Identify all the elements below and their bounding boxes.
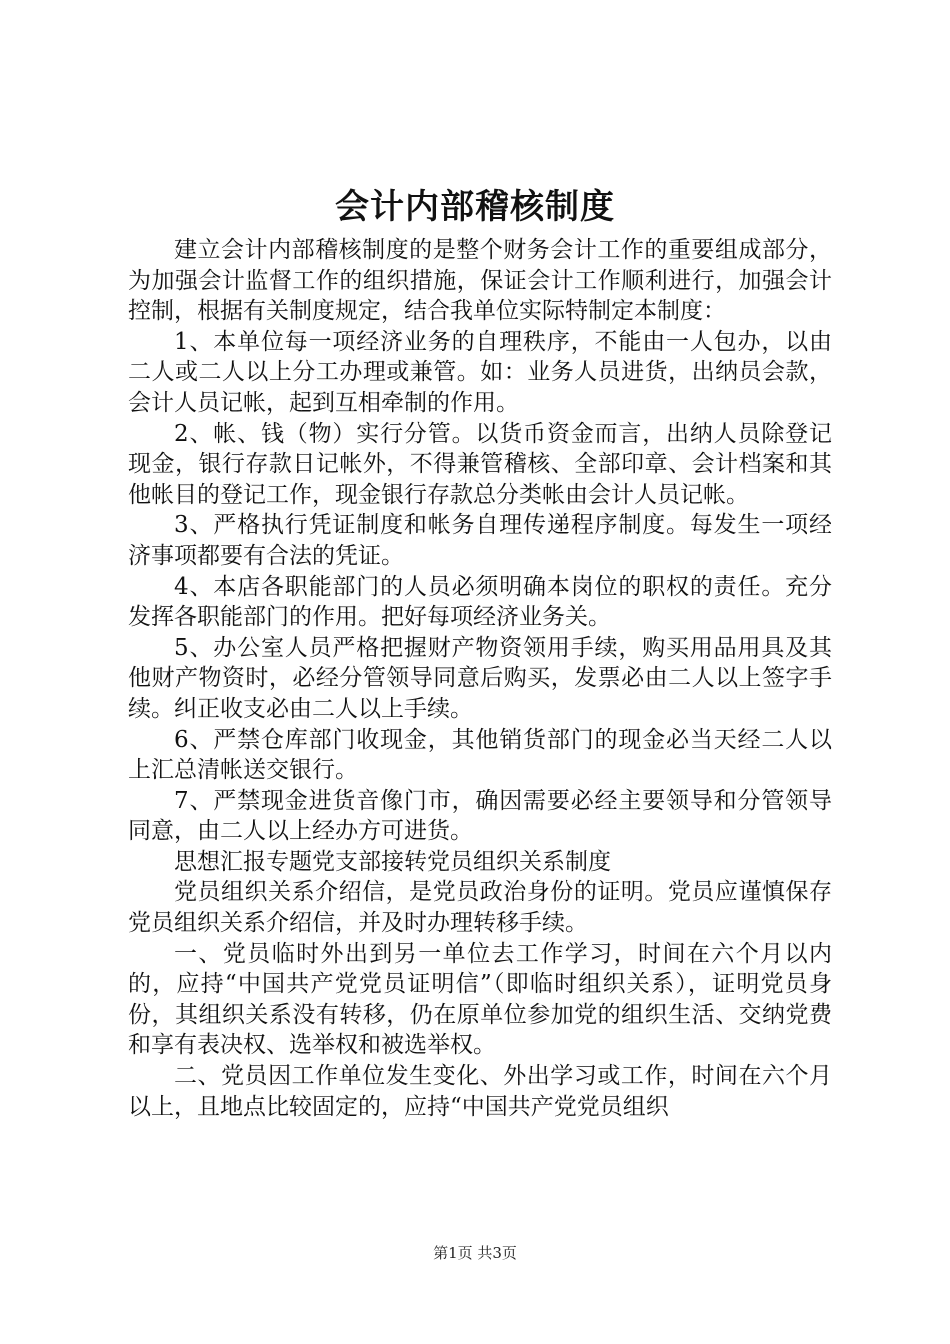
paragraph-section-intro: 党员组织关系介绍信，是党员政治身份的证明。党员应谨慎保存党员组织关系介绍信，并及时办理转移手续。: [128, 879, 832, 937]
paragraph-section-item-2: 二、党员因工作单位发生变化、外出学习或工作，时间在六个月以上，且地点比较固定的，应持“中国共产党党员组织: [128, 1063, 832, 1120]
paragraph-item-6: 6、严禁仓库部门收现金，其他销货部门的现金必当天经二人以上汇总清帐送交银行。: [128, 726, 832, 784]
paragraph-section-item-1: 一、党员临时外出到另一单位去工作学习，时间在六个月以内的，应持“中国共产党党员证明信”（即临时组织关系），证明党员身份，其组织关系没有转移，仍在原单位参加党的组织生活、交纳党费和享有表决权、选举权和被选举权。: [128, 940, 832, 1059]
document-title: 会计内部稽核制度: [335, 187, 615, 227]
paragraph-item-2: 2、帐、钱（物）实行分管。以货币资金而言，出纳人员除登记现金，银行存款日记帐外，不得兼管稽核、全部印章、会计档案和其他帐目的登记工作，现金银行存款总分类帐由会计人员记帐。: [128, 420, 832, 508]
paragraph-item-7: 7、严禁现金进货音像门市，确因需要必经主要领导和分管领导同意，由二人以上经办方可进货。: [128, 787, 832, 845]
paragraph-intro: 建立会计内部稽核制度的是整个财务会计工作的重要组成部分，为加强会计监督工作的组织措施，保证会计工作顺利进行，加强会计控制，根据有关制度规定，结合我单位实际特制定本制度：: [128, 237, 832, 325]
document-body: [128, 235, 832, 1122]
paragraph-item-5: 5、办公室人员严格把握财产物资领用手续，购买用品用具及其他财产物资时，必经分管领导同意后购买，发票必由二人以上签字手续。纠正收支必由二人以上手续。: [128, 634, 832, 722]
paragraph-item-4: 4、本店各职能部门的人员必须明确本岗位的职权的责任。充分发挥各职能部门的作用。把好每项经济业务关。: [128, 573, 832, 631]
paragraph-item-1: 1、本单位每一项经济业务的自理秩序，不能由一人包办，以由二人或二人以上分工办理或兼管。如：业务人员进货，出纳员会款，会计人员记帐，起到互相牵制的作用。: [128, 328, 832, 416]
section-heading: 思想汇报专题党支部接转党员组织关系制度: [174, 848, 611, 875]
page-number-footer: 第1页 共3页: [433, 1244, 517, 1262]
paragraph-item-3: 3、严格执行凭证制度和帐务自理传递程序制度。每发生一项经济事项都要有合法的凭证。: [128, 512, 832, 569]
